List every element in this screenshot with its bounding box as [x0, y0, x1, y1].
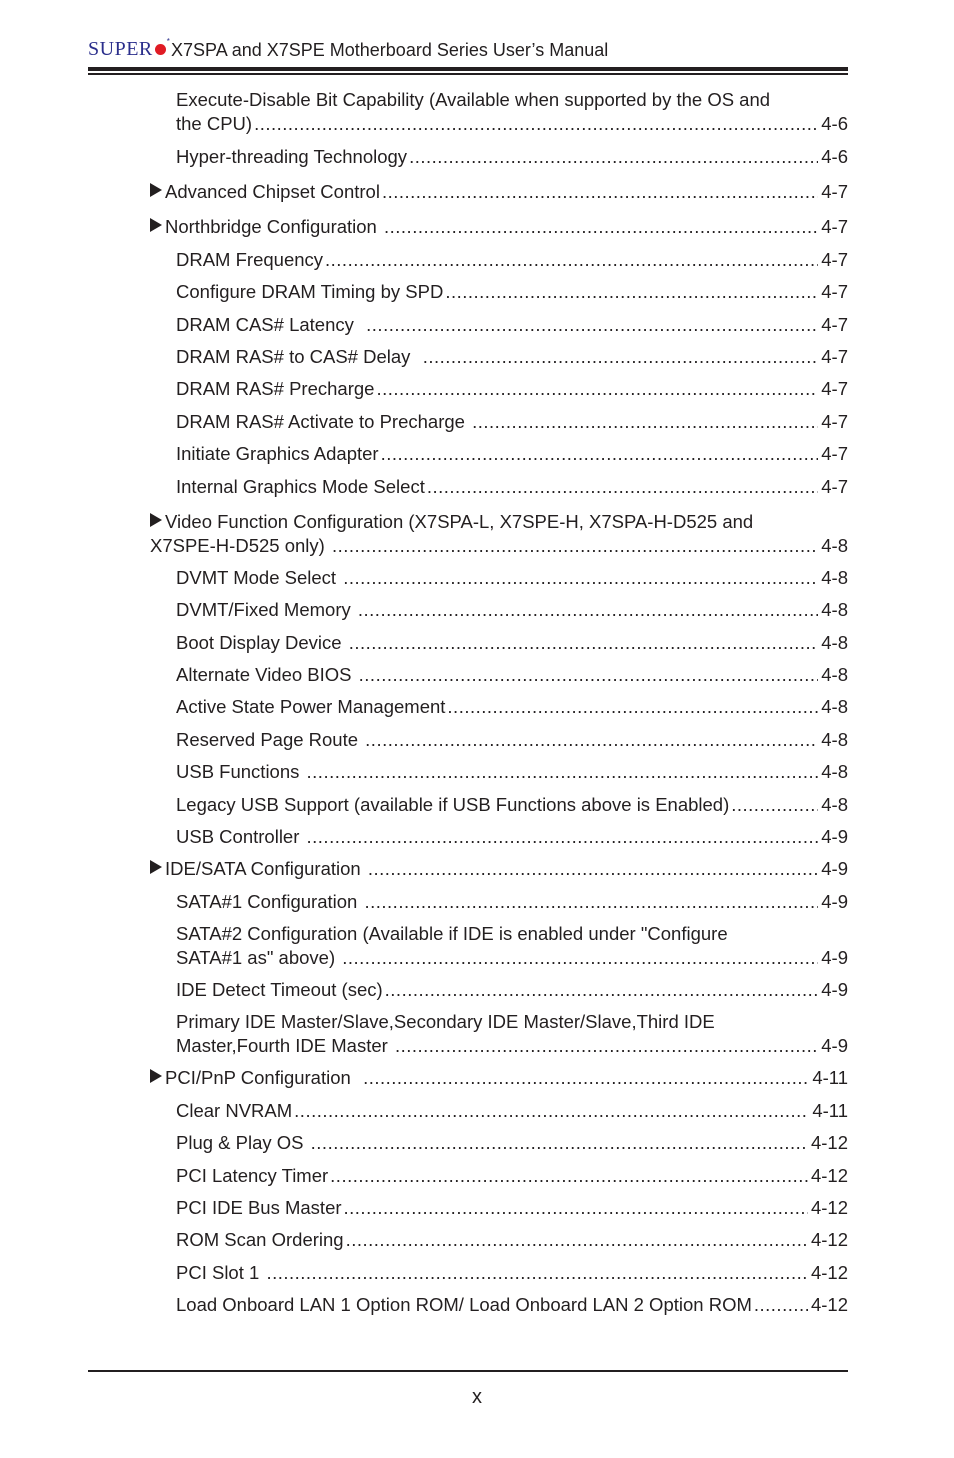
toc-page-number: 4-12	[810, 1262, 848, 1283]
toc-entry-text: IDE Detect Timeout (sec)	[176, 979, 383, 1000]
toc-entry-text: X7SPE-H-D525 only)	[150, 535, 330, 556]
toc-section[interactable]	[150, 215, 848, 239]
toc-entry-text: Load Onboard LAN 1 Option ROM/ Load Onboard LAN 2 Option ROM	[176, 1294, 752, 1315]
toc-entry-text: IDE/SATA Configuration	[165, 858, 366, 879]
header-rule-thick	[88, 67, 848, 71]
toc-entry-text: DRAM Frequency	[176, 249, 324, 270]
page-header	[88, 36, 848, 80]
toc-page-number: 4-11	[812, 1067, 848, 1088]
logo-red-dot-icon	[155, 44, 166, 55]
toc-page-number: 4-8	[821, 535, 848, 556]
toc-page-number: 4-8	[821, 632, 848, 653]
toc-entry[interactable]	[150, 1196, 848, 1220]
toc-entry-text: PCI IDE Bus Master	[176, 1197, 342, 1218]
toc-entry-text: Advanced Chipset Control	[165, 181, 380, 202]
toc-section[interactable]	[150, 857, 848, 881]
dot-leader	[368, 857, 818, 881]
toc-page-number: 4-7	[821, 314, 848, 335]
toc-entry-text: USB Functions	[176, 761, 305, 782]
toc-entry-text: ROM Scan Ordering	[176, 1229, 344, 1250]
toc-entry-text: DRAM RAS# Activate to Precharge	[176, 411, 471, 432]
toc-page-number: 4-9	[821, 1035, 848, 1056]
toc-page-number: 4-9	[821, 891, 848, 912]
dot-leader	[307, 760, 819, 784]
dot-leader	[366, 313, 818, 337]
dot-leader	[381, 442, 819, 466]
triangle-bullet-icon	[150, 860, 162, 874]
toc-entry-text: Plug & Play OS	[176, 1132, 309, 1153]
dot-leader	[365, 728, 818, 752]
toc-entry-text-line1: Primary IDE Master/Slave,Secondary IDE Master/Slave,Third IDE	[176, 1011, 715, 1032]
toc-entry[interactable]	[150, 663, 848, 687]
toc-entry[interactable]	[150, 728, 848, 752]
toc-entry[interactable]	[150, 566, 848, 590]
toc-entry-text: DVMT/Fixed Memory	[176, 599, 356, 620]
toc-entry-text: the CPU)	[176, 113, 253, 134]
toc-entry-text: Initiate Graphics Adapter	[176, 443, 379, 464]
toc-entry-text: Northbridge Configuration	[165, 216, 382, 237]
toc-entry-text: Active State Power Management	[176, 696, 446, 717]
dot-leader	[427, 475, 818, 499]
supermicro-logo	[88, 38, 170, 60]
toc-entry-text: PCI Latency Timer	[176, 1165, 329, 1186]
dot-leader	[311, 1131, 808, 1155]
dot-leader	[343, 566, 818, 590]
toc-entry[interactable]	[150, 922, 848, 970]
dot-leader	[346, 1228, 808, 1252]
dot-leader	[731, 793, 818, 817]
dot-leader	[349, 631, 819, 655]
triangle-bullet-icon	[150, 183, 162, 197]
toc-page-number: 4-8	[821, 729, 848, 750]
dot-leader	[385, 978, 819, 1002]
toc-entry[interactable]	[150, 313, 848, 337]
toc-entry-text: SATA#1 Configuration	[176, 891, 363, 912]
toc-entry[interactable]	[150, 1261, 848, 1285]
toc-entry[interactable]	[150, 695, 848, 719]
toc-entry-text: Legacy USB Support (available if USB Functions above is Enabled)	[176, 794, 730, 815]
toc-entry[interactable]	[150, 1293, 848, 1317]
toc-entry-text: Internal Graphics Mode Select	[176, 476, 425, 497]
dot-leader	[423, 345, 819, 369]
toc-entry[interactable]	[150, 1228, 848, 1252]
toc-entry[interactable]	[150, 825, 848, 849]
toc-entry-text: Clear NVRAM	[176, 1100, 293, 1121]
toc-entry-text: PCI/PnP Configuration	[165, 1067, 362, 1088]
toc-page-number: 4-8	[821, 567, 848, 588]
toc-entry[interactable]	[150, 442, 848, 466]
toc-entry[interactable]	[150, 793, 848, 817]
toc-entry[interactable]	[150, 760, 848, 784]
toc-page-number: 4-8	[821, 696, 848, 717]
toc-page-number: 4-8	[821, 794, 848, 815]
toc-page-number: 4-12	[810, 1294, 848, 1315]
toc-entry[interactable]	[150, 475, 848, 499]
dot-leader	[409, 145, 818, 169]
dot-leader	[325, 248, 818, 272]
manual-title: X7SPA and X7SPE Motherboard Series User’s Manual	[171, 40, 609, 60]
toc-page-number: 4-9	[821, 826, 848, 847]
toc-entry-text: PCI Slot 1	[176, 1262, 265, 1283]
toc-entry[interactable]	[150, 377, 848, 401]
toc-entry-text: Alternate Video BIOS	[176, 664, 357, 685]
toc-page-number: 4-9	[821, 947, 848, 968]
dot-leader	[307, 825, 819, 849]
toc-entry-text: Reserved Page Route	[176, 729, 364, 750]
toc-page-number: 4-7	[821, 281, 848, 302]
toc-entry[interactable]	[150, 280, 848, 304]
dot-leader	[382, 180, 818, 204]
toc-entry[interactable]	[150, 1099, 848, 1123]
toc-entry[interactable]	[150, 1164, 848, 1188]
toc-page-number: 4-7	[821, 249, 848, 270]
dot-leader	[359, 663, 819, 687]
toc-section[interactable]	[150, 510, 848, 558]
toc-entry-text: DRAM RAS# Precharge	[176, 378, 375, 399]
logo-text: SUPER	[88, 38, 153, 60]
toc-entry[interactable]	[150, 88, 848, 136]
triangle-bullet-icon	[150, 1069, 162, 1083]
toc-section[interactable]	[150, 1066, 848, 1090]
logo-mark: *	[166, 37, 170, 46]
toc-entry-text-line1: Execute-Disable Bit Capability (Available when supported by the OS and	[176, 89, 771, 110]
toc-entry[interactable]	[150, 890, 848, 914]
toc-entry-text: DRAM RAS# to CAS# Delay	[176, 346, 421, 367]
toc-page-number: 4-9	[821, 858, 848, 879]
toc-entry[interactable]	[150, 1131, 848, 1155]
toc-page-number: 4-7	[821, 476, 848, 497]
toc-entry[interactable]	[150, 248, 848, 272]
toc-page-number: 4-7	[821, 216, 848, 237]
footer-rule	[88, 1370, 848, 1372]
dot-leader	[395, 1034, 818, 1058]
dot-leader	[363, 1066, 809, 1090]
dot-leader	[445, 280, 818, 304]
dot-leader	[358, 598, 818, 622]
toc-page-number: 4-12	[810, 1229, 848, 1250]
toc-page-number: 4-12	[810, 1197, 848, 1218]
page-number: x	[472, 1386, 482, 1408]
triangle-bullet-icon	[150, 513, 162, 527]
toc-entry-text: Boot Display Device	[176, 632, 347, 653]
dot-leader	[254, 112, 818, 136]
toc-page-number: 4-7	[821, 181, 848, 202]
toc-entry-text: Master,Fourth IDE Master	[176, 1035, 393, 1056]
toc-entry-text-line1: SATA#2 Configuration (Available if IDE is enabled under "Configure	[176, 923, 728, 944]
dot-leader	[330, 1164, 808, 1188]
dot-leader	[364, 890, 818, 914]
toc-entry-text: Configure DRAM Timing by SPD	[176, 281, 444, 302]
dot-leader	[376, 377, 818, 401]
toc-entry-text-line1: Video Function Configuration (X7SPA-L, X7SPE-H, X7SPA-H-D525 and	[165, 511, 754, 532]
header-rule-thin	[88, 73, 848, 75]
toc-entry[interactable]	[150, 1010, 848, 1058]
dot-leader	[447, 695, 818, 719]
toc-page-number: 4-8	[821, 599, 848, 620]
dot-leader	[384, 215, 818, 239]
toc-page-number: 4-12	[810, 1132, 848, 1153]
dot-leader	[472, 410, 818, 434]
toc-page-number: 4-11	[812, 1100, 848, 1121]
triangle-bullet-icon	[150, 218, 162, 232]
dot-leader	[294, 1099, 809, 1123]
toc-entry[interactable]	[150, 631, 848, 655]
toc-entry[interactable]	[150, 978, 848, 1002]
toc-page-number: 4-9	[821, 979, 848, 1000]
toc-entry[interactable]	[150, 145, 848, 169]
dot-leader	[754, 1293, 808, 1317]
toc-page-number: 4-6	[821, 113, 848, 134]
toc-entry-text: USB Controller	[176, 826, 305, 847]
dot-leader	[342, 946, 818, 970]
toc-section[interactable]	[150, 180, 848, 204]
toc-page-number: 4-7	[821, 443, 848, 464]
toc-entry[interactable]	[150, 598, 848, 622]
toc-page-number: 4-6	[821, 146, 848, 167]
toc-page-number: 4-7	[821, 378, 848, 399]
toc-entry-text: Hyper-threading Technology	[176, 146, 408, 167]
dot-leader	[344, 1196, 808, 1220]
toc-page-number: 4-8	[821, 761, 848, 782]
toc-entry-text: DRAM CAS# Latency	[176, 314, 365, 335]
toc-entry-text: DVMT Mode Select	[176, 567, 342, 588]
toc-entry[interactable]	[150, 345, 848, 369]
dot-leader	[332, 534, 818, 558]
toc-page-number: 4-7	[821, 411, 848, 432]
toc-entry[interactable]	[150, 410, 848, 434]
dot-leader	[266, 1261, 808, 1285]
toc-page-number: 4-12	[810, 1165, 848, 1186]
toc-entry-text: SATA#1 as" above)	[176, 947, 341, 968]
toc-page-number: 4-7	[821, 346, 848, 367]
toc-page-number: 4-8	[821, 664, 848, 685]
